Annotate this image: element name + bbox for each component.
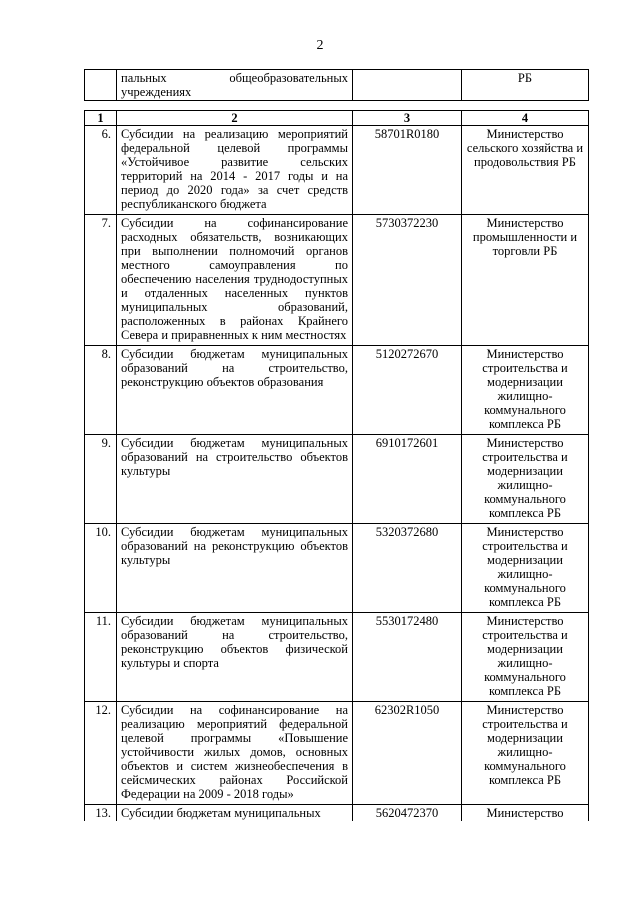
column-header-4: 4 bbox=[462, 111, 589, 126]
row-ministry: Министерство bbox=[462, 805, 589, 822]
column-header-3: 3 bbox=[353, 111, 462, 126]
row-number: 7. bbox=[85, 215, 117, 346]
row-code: 5730372230 bbox=[353, 215, 462, 346]
table-row bbox=[85, 702, 589, 805]
row-number: 8. bbox=[85, 346, 117, 435]
column-header-1: 1 bbox=[85, 111, 117, 126]
row-number: 9. bbox=[85, 435, 117, 524]
row-ministry: Министерство сельского хозяйства и продовольствия РБ bbox=[462, 126, 589, 215]
row-code: 5530172480 bbox=[353, 613, 462, 702]
row-code: 5120272670 bbox=[353, 346, 462, 435]
row-ministry: Министерство строительства и модернизации жилищно-коммунального комплекса РБ bbox=[462, 346, 589, 435]
row-description: Субсидии бюджетам муниципальных образований на строительство, реконструкцию объектов образования bbox=[117, 346, 353, 435]
row-number: 6. bbox=[85, 126, 117, 215]
row-code: 5620472370 bbox=[353, 805, 462, 822]
row-ministry: РБ bbox=[462, 70, 589, 101]
row-code: 6910172601 bbox=[353, 435, 462, 524]
table-row bbox=[85, 435, 589, 524]
row-ministry: Министерство строительства и модернизации жилищно-коммунального комплекса РБ bbox=[462, 524, 589, 613]
row-number: 11. bbox=[85, 613, 117, 702]
row-number: 13. bbox=[85, 805, 117, 822]
table-row bbox=[85, 346, 589, 435]
table-row bbox=[85, 613, 589, 702]
row-ministry: Министерство строительства и модернизации жилищно-коммунального комплекса РБ bbox=[462, 613, 589, 702]
page-number: 2 bbox=[316, 38, 324, 53]
table-row bbox=[85, 126, 589, 215]
subsidies-table bbox=[84, 110, 589, 821]
table-header-row bbox=[85, 111, 589, 126]
row-description: Субсидии на реализацию мероприятий федеральной целевой программы «Устойчивое развитие сельских территорий на 2014 - 2017 годы и на период до 2020 года» за счет средств республиканского бюджета bbox=[117, 126, 353, 215]
row-number: 12. bbox=[85, 702, 117, 805]
row-number bbox=[85, 70, 117, 101]
table-row bbox=[85, 524, 589, 613]
row-code: 5320372680 bbox=[353, 524, 462, 613]
table-row bbox=[85, 70, 589, 101]
row-description: пальных общеобразовательных учреждениях bbox=[117, 70, 353, 101]
row-code: 58701R0180 bbox=[353, 126, 462, 215]
row-description: Субсидии бюджетам муниципальных образований на строительство объектов культуры bbox=[117, 435, 353, 524]
row-description: Субсидии на софинансирование на реализацию мероприятий федеральной целевой программы «Повышение устойчивости жилых домов, основных объектов и систем жизнеобеспечения в сейсмических районах Российской Федерации на 2009 - 2018 годы» bbox=[117, 702, 353, 805]
row-ministry: Министерство строительства и модернизации жилищно-коммунального комплекса РБ bbox=[462, 435, 589, 524]
row-description: Субсидии бюджетам муниципальных образований на реконструкцию объектов культуры bbox=[117, 524, 353, 613]
row-ministry: Министерство строительства и модернизации жилищно-коммунального комплекса РБ bbox=[462, 702, 589, 805]
row-ministry: Министерство промышленности и торговли РБ bbox=[462, 215, 589, 346]
row-number: 10. bbox=[85, 524, 117, 613]
column-header-2: 2 bbox=[117, 111, 353, 126]
continuation-table bbox=[84, 69, 589, 101]
row-description: Субсидии бюджетам муниципальных bbox=[117, 805, 353, 822]
table-row bbox=[85, 215, 589, 346]
row-code bbox=[353, 70, 462, 101]
row-description: Субсидии бюджетам муниципальных образований на строительство, реконструкцию объектов физической культуры и спорта bbox=[117, 613, 353, 702]
row-description: Субсидии на софинансирование расходных обязательств, возникающих при выполнении полномочий органов местного самоуправления по обеспечению населения труднодоступных и отдаленных населенных пунктов муниципальных образований, расположенных в районах Крайнего Севера и приравненных к ним местностях bbox=[117, 215, 353, 346]
table-row bbox=[85, 805, 589, 822]
row-code: 62302R1050 bbox=[353, 702, 462, 805]
